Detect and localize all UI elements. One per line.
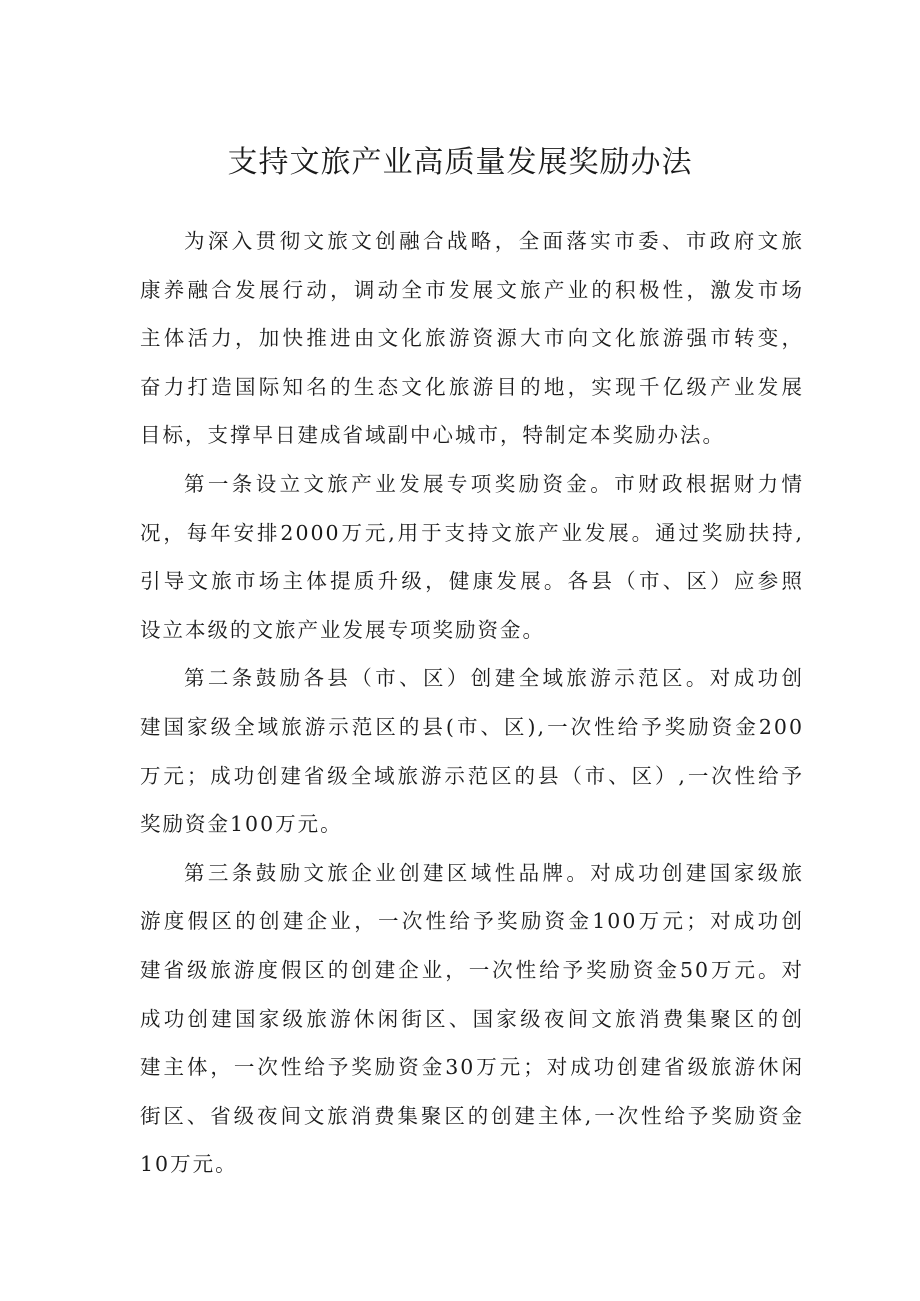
text-line: 建国家级全域旅游示范区的县(市、区),一次性给予奖励资金200 <box>140 714 804 739</box>
text-line: 万元；成功创建省级全域旅游示范区的县（市、区）,一次性给予 <box>140 763 804 788</box>
text-line: 况，每年安排2000万元,用于支持文旅产业发展。通过奖励扶持, <box>140 520 804 545</box>
text-line: 主体活力，加快推进由文化旅游资源大市向文化旅游强市转变， <box>140 326 804 351</box>
paragraph-article-2 <box>140 654 804 848</box>
text-line: 成功创建国家级旅游休闲街区、国家级夜间文旅消费集聚区的创 <box>140 1006 804 1031</box>
text-line: 建主体，一次性给予奖励资金30万元；对成功创建省级旅游休闲 <box>140 1055 804 1080</box>
text-line: 第一条设立文旅产业发展专项奖励资金。市财政根据财力情 <box>184 471 804 496</box>
document-body <box>140 217 804 1189</box>
text-line: 街区、省级夜间文旅消费集聚区的创建主体,一次性给予奖励资金 <box>140 1103 804 1128</box>
text-line: 第二条鼓励各县（市、区）创建全域旅游示范区。对成功创 <box>184 666 804 691</box>
text-line: 设立本级的文旅产业发展专项奖励资金。 <box>140 617 545 642</box>
text-line: 奋力打造国际知名的生态文化旅游目的地，实现千亿级产业发展 <box>140 374 804 399</box>
paragraph-preamble <box>140 217 804 460</box>
text-line: 为深入贯彻文旅文创融合战略，全面落实市委、市政府文旅 <box>184 229 804 253</box>
text-line: 第三条鼓励文旅企业创建区域性品牌。对成功创建国家级旅 <box>184 860 804 885</box>
text-line: 10万元。 <box>140 1152 238 1177</box>
text-line: 康养融合发展行动，调动全市发展文旅产业的积极性，激发市场 <box>140 277 804 302</box>
paragraph-article-1 <box>140 460 804 654</box>
text-line: 奖励资金100万元。 <box>140 812 343 837</box>
paragraph-article-3 <box>140 849 804 1189</box>
text-line: 引导文旅市场主体提质升级，健康发展。各县（市、区）应参照 <box>140 569 804 594</box>
text-line: 建省级旅游度假区的创建企业，一次性给予奖励资金50万元。对 <box>140 957 804 982</box>
text-line: 游度假区的创建企业，一次性给予奖励资金100万元；对成功创 <box>140 909 804 934</box>
text-line: 目标，支撑早日建成省域副中心城市，特制定本奖励办法。 <box>140 423 725 448</box>
document-title: 支持文旅产业高质量发展奖励办法 <box>227 145 693 180</box>
